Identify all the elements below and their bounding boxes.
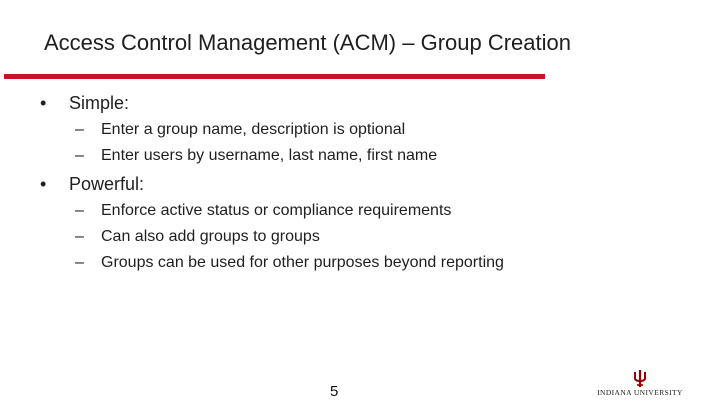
logo-text: INDIANA UNIVERSITY: [597, 388, 683, 397]
sub-bullet: [75, 146, 437, 166]
sub-bullet: [75, 120, 405, 140]
bullet-marker: •: [40, 93, 47, 113]
trident-icon: [633, 370, 647, 387]
bullet-powerful: [40, 173, 144, 195]
dash-marker: –: [75, 254, 84, 271]
slide-title: Access Control Management (ACM) – Group Creation: [44, 30, 571, 55]
sub-bullet-text: Enter a group name, description is optional: [101, 121, 406, 138]
sub-bullet-text: Enforce active status or compliance requirements: [101, 202, 452, 219]
sub-bullet: [75, 227, 320, 247]
title-underline: [4, 74, 545, 79]
bullet-marker: •: [40, 174, 47, 194]
bullet-simple: [40, 92, 129, 114]
indiana-university-logo: [594, 370, 686, 404]
sub-bullet-text: Can also add groups to groups: [101, 228, 320, 245]
dash-marker: –: [75, 202, 84, 219]
dash-marker: –: [75, 147, 84, 164]
page-number: 5: [330, 383, 339, 400]
sub-bullet-text: Groups can be used for other purposes beyond reporting: [101, 254, 504, 271]
sub-bullet: [75, 201, 451, 221]
dash-marker: –: [75, 121, 84, 138]
dash-marker: –: [75, 228, 84, 245]
bullet-text: Powerful:: [69, 174, 145, 194]
sub-bullet-text: Enter users by username, last name, first name: [101, 147, 438, 164]
sub-bullet: [75, 253, 504, 273]
bullet-text: Simple:: [69, 93, 130, 113]
